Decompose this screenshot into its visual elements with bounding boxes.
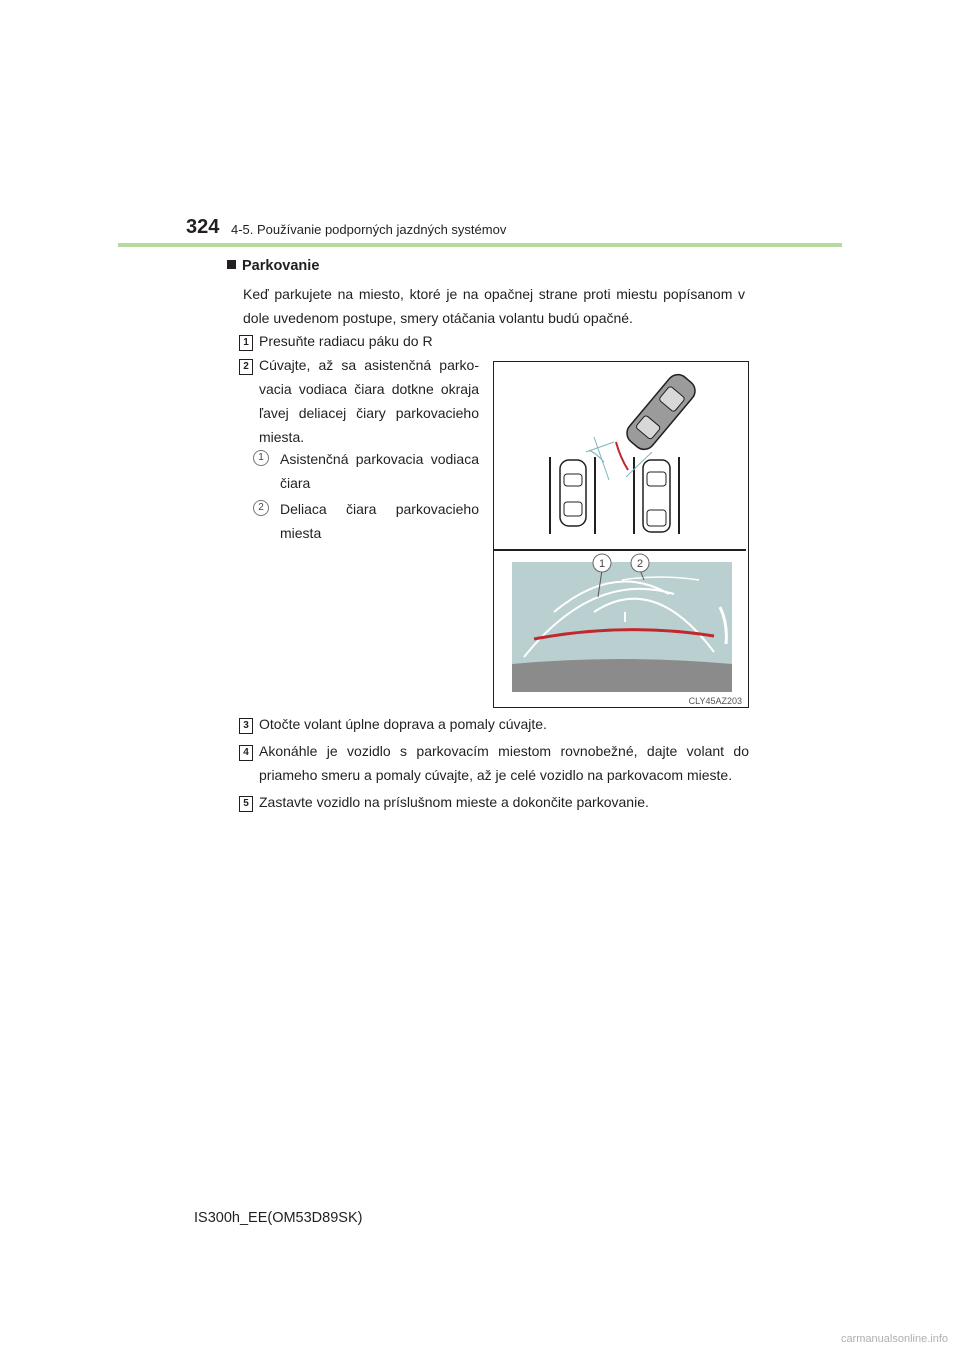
bullet-square-icon bbox=[227, 260, 236, 269]
callout-text-2: Deliaca čiara parkovacieho miesta bbox=[280, 501, 479, 541]
step-text-5: Zastavte vozidlo na príslušnom mieste a dokončite parkovanie. bbox=[259, 794, 649, 810]
parked-car-right-icon bbox=[643, 460, 670, 532]
footer-model: IS300h_EE(OM53D89SK) bbox=[194, 1210, 363, 1226]
intro-paragraph: Keď parkujete na miesto, ktoré je na opačnej strane proti miestu popísanom v dole uvedenom postupe, smery otáčania volantu budú opačné. bbox=[243, 286, 745, 326]
step-number-1: 1 bbox=[239, 335, 253, 351]
step-number-3: 3 bbox=[239, 718, 253, 734]
reversing-car-icon bbox=[623, 370, 700, 454]
step-text-4: Akonáhle je vozidlo s parkovacím miestom rovnobežné, dajte volant do priameho smeru a pomaly cúvajte, až je celé vozidlo na parkovacom mieste. bbox=[259, 743, 749, 783]
watermark: carmanualsonline.info bbox=[840, 1333, 948, 1345]
figure-callout-1-label: 1 bbox=[598, 558, 606, 570]
section-heading bbox=[227, 258, 319, 274]
step-number-2: 2 bbox=[239, 359, 253, 375]
figure-code: CLY45AZ203 bbox=[688, 696, 742, 706]
header-rule bbox=[118, 243, 842, 247]
parking-illustration bbox=[493, 361, 749, 708]
callout-text-1: Asistenčná parkovacia vodiaca čiara bbox=[280, 451, 479, 491]
figure-callout-2 bbox=[631, 554, 649, 572]
figure-callout-2-label: 2 bbox=[636, 558, 644, 570]
step-number-5: 5 bbox=[239, 796, 253, 812]
camera-screen bbox=[512, 562, 732, 692]
page-number: 324 bbox=[186, 216, 220, 238]
step-text-2: Cúvajte, až sa asistenčná parko-vacia vodiaca čiara dotkne okraja ľavej deliacej čiary parkovacieho miesta. bbox=[259, 357, 479, 445]
figure-callout-1 bbox=[593, 554, 611, 572]
parked-car-left-icon bbox=[560, 460, 586, 526]
callout-number-2: 2 bbox=[253, 500, 269, 516]
step-number-4: 4 bbox=[239, 745, 253, 761]
section-title: Parkovanie bbox=[242, 258, 320, 274]
chapter-title: 4-5. Používanie podporných jazdných systémov bbox=[231, 222, 507, 237]
step-text-1: Presuňte radiacu páku do R bbox=[259, 333, 433, 349]
callout-number-1: 1 bbox=[253, 450, 269, 466]
step-text-3: Otočte volant úplne doprava a pomaly cúvajte. bbox=[259, 716, 547, 732]
